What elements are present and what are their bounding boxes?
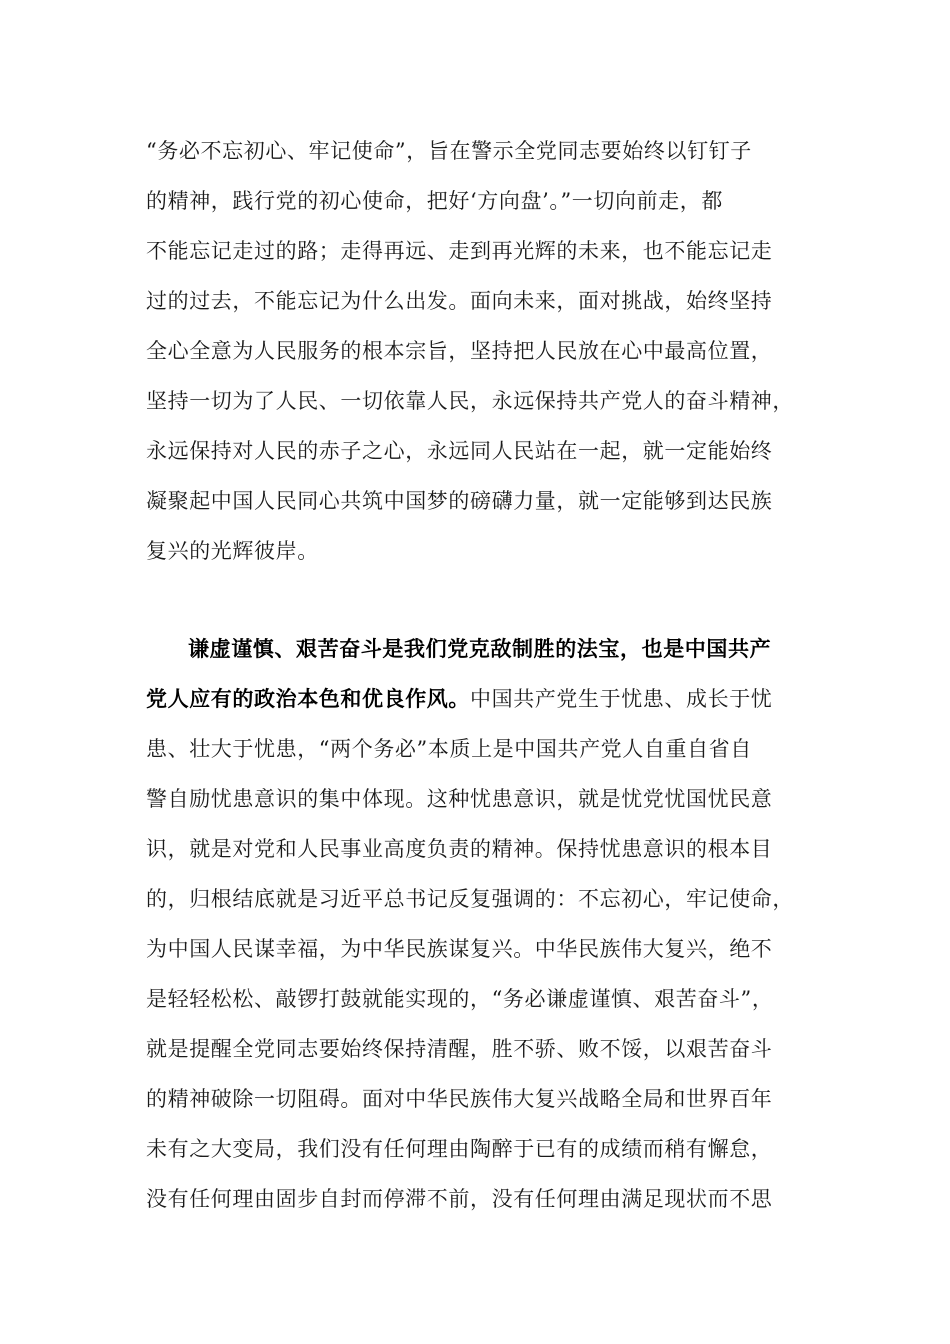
text-line: “务必不忘初心、牢记使命”，旨在警示全党同志要始终以钉钉子: [146, 139, 752, 163]
lead-sentence-line: 谦虚谨慎、艰苦奋斗是我们党克敌制胜的法宝，也是中国共产: [188, 636, 772, 661]
text-line: 的精神破除一切阻碍。面对中华民族伟大复兴战略全局和世界百年: [146, 1087, 773, 1111]
lead-sentence-end: 党人应有的政治本色和优良作风。: [146, 686, 470, 711]
text-line: 识，就是对党和人民事业高度负责的精神。保持忧患意识的根本目: [146, 837, 773, 861]
text-line: 患、壮大于忧患，“两个务必”本质上是中国共产党人自重自省自: [146, 737, 752, 761]
text-line: 就是提醒全党同志要始终保持清醒，胜不骄、败不馁，以艰苦奋斗: [146, 1037, 773, 1061]
text-line: 凝聚起中国人民同心共筑中国梦的磅礴力量，就一定能够到达民族: [146, 489, 773, 513]
text-line: 为中国人民谋幸福，为中华民族谋复兴。中华民族伟大复兴，绝不: [146, 937, 773, 961]
text-line: 坚持一切为了人民、一切依靠人民，永远保持共产党人的奋斗精神，: [146, 389, 794, 413]
text-line: 全心全意为人民服务的根本宗旨，坚持把人民放在心中最高位置，: [146, 339, 773, 363]
text-line: 没有任何理由固步自封而停滞不前，没有任何理由满足现状而不思: [146, 1187, 773, 1211]
text-line: 过的过去，不能忘记为什么出发。面向未来，面对挑战，始终坚持: [146, 289, 773, 313]
text-line: 永远保持对人民的赤子之心，永远同人民站在一起，就一定能始终: [146, 439, 773, 463]
text-line: 的，归根结底就是习近平总书记反复强调的：不忘初心，牢记使命，: [146, 887, 794, 911]
text-line: 不能忘记走过的路；走得再远、走到再光辉的未来，也不能忘记走: [146, 239, 773, 263]
text-span: 中国共产党生于忧患、成长于忧: [470, 687, 773, 711]
text-line: 的精神，践行党的初心使命，把好‘方向盘’。”一切向前走，都: [146, 189, 723, 213]
text-line: 警自励忧患意识的集中体现。这种忧患意识，就是忧党忧国忧民意: [146, 787, 773, 811]
text-line: 复兴的光辉彼岸。: [146, 539, 319, 563]
text-line: 是轻轻松松、敲锣打鼓就能实现的，“务必谦虚谨慎、艰苦奋斗”，: [146, 987, 774, 1011]
text-line: 未有之大变局，我们没有任何理由陶醉于已有的成绩而稍有懈怠，: [146, 1137, 773, 1161]
text-line: [146, 684, 826, 714]
